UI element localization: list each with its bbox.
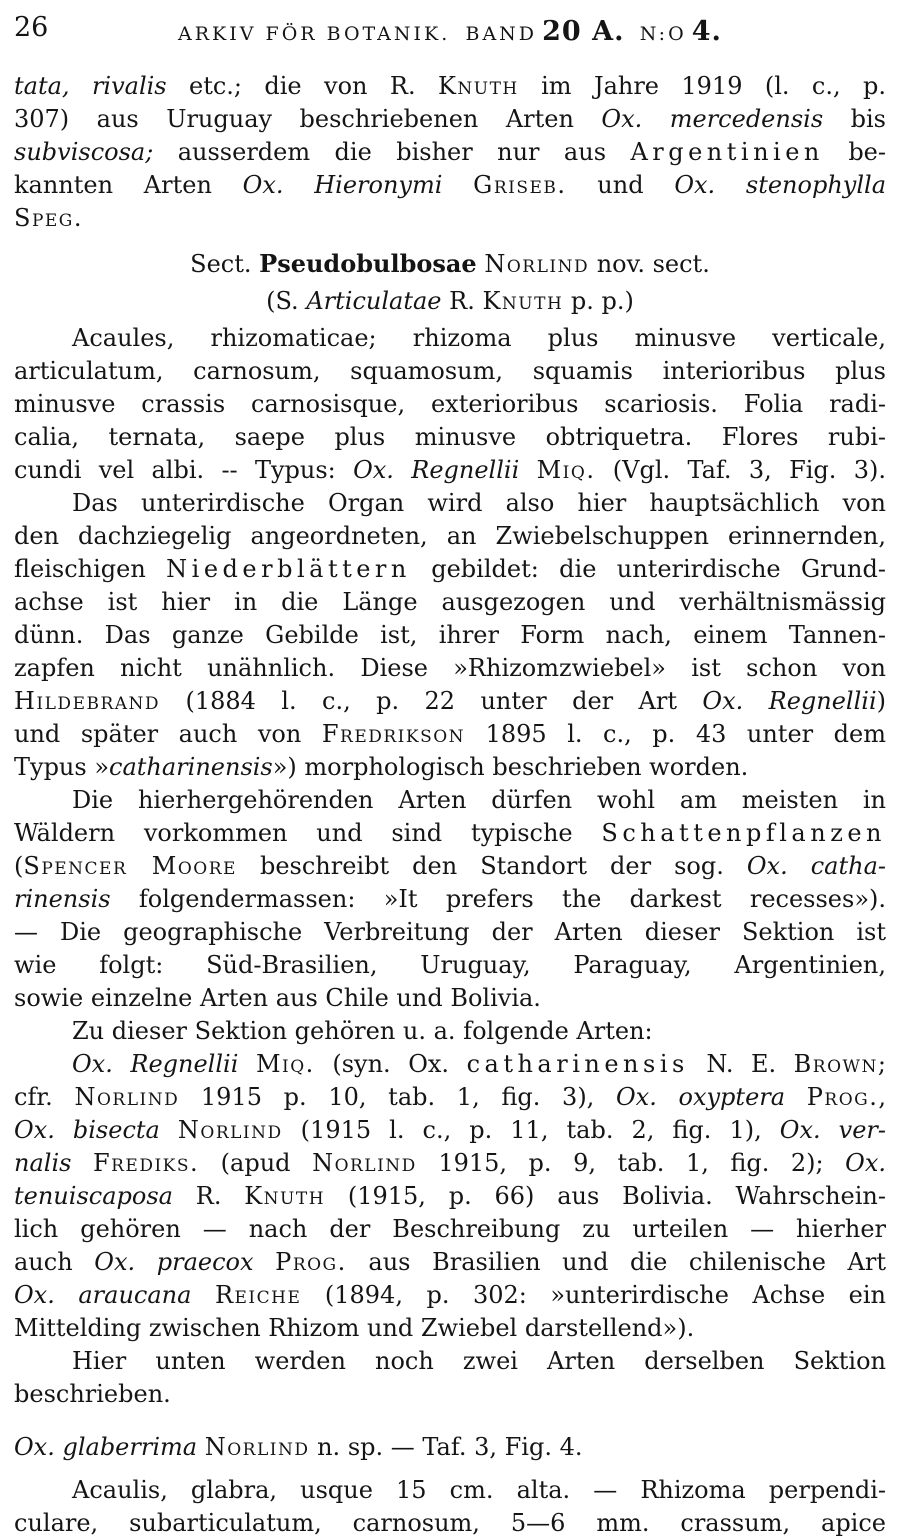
text-segment: Brown [793,1050,878,1078]
text-line [14,850,886,883]
text-segment: N:O [639,23,687,45]
text-line [14,586,886,619]
closing-paragraph [14,1345,886,1411]
text-segment: im Jahre 1919 (l. c., p. [518,72,886,100]
text-segment: Wäldern vorkommen und sind typische [14,819,602,847]
text-segment: Ox. araucana [14,1281,192,1309]
text-segment: auch [14,1248,95,1276]
text-line [14,718,886,751]
text-segment [785,1083,807,1111]
text-segment: Frediks. [92,1149,200,1177]
text-line [14,784,886,817]
text-segment: p. p.) [563,287,634,315]
text-line [14,1114,886,1147]
text-segment: Das unterirdische Organ wird also hier hauptsächlich von [72,489,886,517]
text-line [14,553,886,586]
morphology-paragraph [14,487,886,784]
text-segment: tata, [14,72,70,100]
text-segment: kannten Arten [14,171,243,199]
text-segment: (1915, p. 66) aus Bolivia. Wahrschein- [325,1182,886,1210]
text-line [14,1474,886,1507]
text-segment: (1915 l. c., p. 11, tab. 2, fig. 1), [282,1116,780,1144]
text-line [14,103,886,136]
text-segment [254,1248,276,1276]
text-segment: ) [876,687,887,715]
text-segment: Zu dieser Sektion gehören u. a. folgende Arten: [72,1017,653,1045]
text-segment: bis [823,105,886,133]
text-segment: Norlind [484,250,590,278]
text-segment [71,1149,93,1177]
text-segment: fleischigen [14,555,167,583]
text-segment: Die hierhergehörenden Arten dürfen wohl am meisten in [72,786,886,814]
text-segment: Norlind [177,1116,283,1144]
text-segment: 20 A. [542,16,625,47]
text-segment: Ox. Regnellii [72,1050,239,1078]
text-segment: 1915 p. 10, tab. 1, fig. 3), [179,1083,616,1111]
text-segment: Ox. [845,1149,886,1177]
text-line [14,1213,886,1246]
text-segment [624,25,639,44]
text-segment: zapfen nicht unähnlich. Diese »Rhizomzwiebel» ist schon von [14,654,886,682]
text-segment: Mittelding zwischen Rhizom und Zwiebel darstellend»). [14,1314,695,1342]
text-segment [160,1116,178,1144]
text-segment: ; [877,1050,886,1078]
text-segment: dünn. Das ganze Gebilde ist, ihrer Form nach, einem Tannen- [14,621,886,649]
text-segment: Articulatae [306,287,442,315]
text-segment: Niederblättern [166,555,411,583]
text-line [14,1378,886,1411]
text-segment: Norlind [312,1149,417,1177]
text-segment: Prog. [806,1083,879,1111]
text-segment: Hildebrand [14,687,161,715]
text-segment: , [878,1083,886,1111]
text-segment: BAND [465,23,538,45]
text-line [14,520,886,553]
text-segment: und später auch von [14,720,322,748]
text-segment: subviscosa; [14,138,154,166]
text-segment: Ox. bisecta [14,1116,160,1144]
text-segment: gebildet: die unterirdische Grund- [410,555,886,583]
text-segment: folgendermassen: »It prefers the darkest recesses»). [110,885,886,913]
text-line [14,652,886,685]
text-line [14,247,886,281]
text-segment: nalis [14,1149,72,1177]
text-segment [191,1281,215,1309]
text-segment: wie folgt: Süd-Brasilien, Uruguay, Paraguay, Argentinien, [14,951,886,979]
text-segment: lich gehören — nach der Beschreibung zu urteilen — hierher [14,1215,886,1243]
text-segment: ») morphologisch beschrieben worden. [272,753,749,781]
text-segment: catharinensis [109,753,273,781]
text-segment: sowie einzelne Arten aus Chile und Bolivia. [14,984,541,1012]
text-line [14,355,886,388]
text-line [14,1048,886,1081]
text-segment: den dachziegelig angeordneten, an Zwiebelschuppen erinnernden, [14,522,886,550]
text-segment: catharinensis [466,1050,689,1078]
text-line [14,685,886,718]
text-segment: n. sp. — Taf. 3, Fig. 4. [309,1433,583,1461]
text-segment [197,1433,205,1461]
text-segment: tenuiscaposa [14,1182,173,1210]
text-line [14,1015,886,1048]
text-segment: (apud [199,1149,313,1177]
intro-line [14,1015,886,1048]
text-segment: Norlind [204,1433,310,1461]
text-segment: ( [14,852,24,880]
text-segment: Reiche [214,1281,302,1309]
text-segment: Miq. [536,456,596,484]
text-segment [442,171,473,199]
text-segment: (1894, p. 302: »unterirdische Achse ein [301,1281,886,1309]
text-line [14,1279,886,1312]
text-segment: cfr. [14,1083,75,1111]
text-segment: R. [441,287,483,315]
text-line [14,202,886,235]
text-segment: beschreibt den Standort der sog. [236,852,747,880]
text-line [14,1431,886,1464]
description-paragraph [14,1474,886,1540]
text-segment: N. E. [688,1050,794,1078]
text-segment: calia, ternata, saepe plus minusve obtriquetra. Flores rubi- [14,423,886,451]
text-segment: cundi vel albi. -- Typus: [14,456,354,484]
text-segment [238,1050,256,1078]
text-segment: 1915, p. 9, tab. 1, fig. 2); [416,1149,846,1177]
text-segment: Schattenpflanzen [601,819,886,847]
section-subheading [14,285,886,318]
text-segment: Ox. stenophylla [674,171,886,199]
text-line [14,70,886,103]
text-segment: Argentinien [630,138,824,166]
distribution-paragraph [14,784,886,1015]
text-line [14,285,886,318]
text-segment: nov. sect. [589,250,710,278]
text-segment: Ox. praecox [94,1248,254,1276]
text-line [14,487,886,520]
text-segment: 307) aus Uruguay beschriebenen Arten [14,105,602,133]
text-line [14,619,886,652]
text-segment: minusve crassis carnosisque, exterioribus scariosis. Folia radi- [14,390,886,418]
text-segment: rivalis [91,72,167,100]
text-segment: — Die geographische Verbreitung der Arten dieser Sektion ist [14,918,886,946]
text-line [14,883,886,916]
text-line [14,169,886,202]
text-segment: Ox. oxyptera [616,1083,786,1111]
section-heading [14,247,886,281]
text-segment [519,456,536,484]
text-segment: 4. [691,16,722,47]
species-heading [14,1431,886,1464]
text-segment: Griseb. [473,171,567,199]
page-number: 26 [14,12,49,43]
text-segment: etc.; die von R. [166,72,438,100]
text-line [14,136,886,169]
text-line [14,1507,886,1540]
text-segment: be- [823,138,886,166]
text-line [14,817,886,850]
text-segment: Knuth [482,287,564,315]
text-segment: R. [172,1182,245,1210]
page-body [14,70,886,1540]
text-line [14,949,886,982]
text-segment: Ox. Hieronymi [242,171,443,199]
text-line [14,916,886,949]
text-segment: Ox. glaberrima [14,1433,198,1461]
text-segment: ausserdem die bisher nur aus [153,138,631,166]
text-segment: Acaulis, glabra, usque 15 cm. alta. — Rhizoma perpendi- [72,1476,886,1504]
text-segment: culare, subarticulatum, carnosum, 5—6 mm. crassum, apice [14,1509,886,1537]
text-segment: Spencer Moore [23,852,237,880]
text-line [14,388,886,421]
text-segment: aus Brasilien und die chilenische Art [346,1248,886,1276]
text-segment: Knuth [437,72,519,100]
text-segment: rinensis [14,885,111,913]
text-segment: achse ist hier in die Länge ausgezogen und verhältnismässig [14,588,886,616]
text-line [14,1180,886,1213]
text-segment: Knuth [244,1182,326,1210]
continuation-paragraph [14,70,886,235]
text-segment: Speg. [14,204,83,232]
text-segment: Miq. [255,1050,315,1078]
text-segment: Ox. mercedensis [601,105,824,133]
text-segment: Ox. ver- [779,1116,887,1144]
text-segment: Pseudobulbosae [259,249,477,278]
text-line [14,1345,886,1378]
text-line [14,421,886,454]
text-segment: Fredrikson [321,720,466,748]
latin-diagnosis-paragraph [14,322,886,487]
text-segment: Prog. [275,1248,347,1276]
text-segment: Ox. Regnellii [702,687,877,715]
text-segment: Hier unten werden noch zwei Arten derselben Sektion [72,1347,886,1375]
text-segment: Typus » [14,753,110,781]
text-segment: 1895 l. c., p. 43 unter dem [465,720,886,748]
text-segment: Acaules, rhizomaticae; rhizoma plus minusve verticale, [72,324,886,352]
text-line [14,982,886,1015]
text-segment: Sect. [190,250,260,278]
text-segment [450,25,465,44]
text-segment: (S. [266,287,307,315]
text-line [14,1081,886,1114]
text-segment: Ox. Regnellii [353,456,520,484]
text-segment: ARKIV FÖR BOTANIK. [178,23,451,45]
text-segment [70,72,92,100]
text-segment: articulatum, carnosum, squamosum, squamis interioribus plus [14,357,886,385]
text-line [14,1246,886,1279]
running-head [14,12,886,50]
text-line [14,751,886,784]
text-line [14,1312,886,1345]
text-segment: (syn. Ox. [314,1050,467,1078]
text-segment: und [566,171,675,199]
text-line [14,1147,886,1180]
text-segment: Norlind [74,1083,180,1111]
text-segment: (1884 l. c., p. 22 unter der Art [160,687,703,715]
species-list-paragraph [14,1048,886,1345]
text-line [14,454,886,487]
text-segment: beschrieben. [14,1380,171,1408]
text-segment: Ox. catha- [746,852,886,880]
text-segment: (Vgl. Taf. 3, Fig. 3). [595,456,887,484]
text-line [14,322,886,355]
journal-running-title [14,12,886,50]
